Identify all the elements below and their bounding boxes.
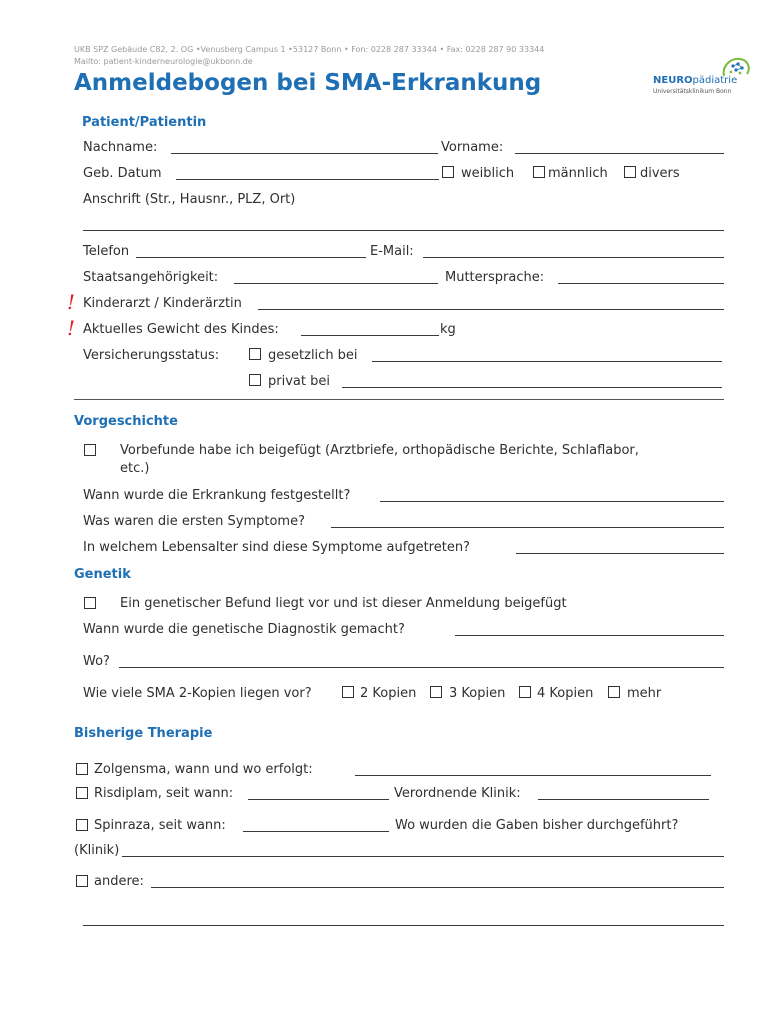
field-verordnende-klinik[interactable] bbox=[538, 799, 709, 800]
checkbox-mehr[interactable] bbox=[608, 686, 620, 698]
section-therapie-heading: Bisherige Therapie bbox=[74, 726, 213, 741]
field-telefon[interactable] bbox=[136, 257, 366, 258]
label-andere: andere: bbox=[94, 874, 144, 889]
label-vorbefunde-line1: Vorbefunde habe ich beigefügt (Arztbriefe, orthopädische Berichte, Schlaflabor, bbox=[120, 443, 639, 458]
label-klinik: (Klinik) bbox=[74, 843, 120, 858]
logo bbox=[650, 56, 755, 100]
label-nachname: Nachname: bbox=[83, 140, 158, 155]
label-muttersprache: Muttersprache: bbox=[445, 270, 545, 285]
label-privat: privat bei bbox=[268, 374, 330, 389]
checkbox-2-kopien[interactable] bbox=[342, 686, 354, 698]
field-nachname[interactable] bbox=[171, 153, 438, 154]
field-gewicht[interactable] bbox=[301, 335, 439, 336]
checkbox-vorbefunde[interactable] bbox=[84, 444, 96, 456]
label-versicherung: Versicherungsstatus: bbox=[83, 348, 220, 363]
field-kinderarzt[interactable] bbox=[258, 309, 724, 310]
logo-wordmark bbox=[653, 75, 737, 86]
label-kopien-frage: Wie viele SMA 2-Kopien liegen vor? bbox=[83, 686, 312, 701]
label-gewicht: Aktuelles Gewicht des Kindes: bbox=[83, 322, 279, 337]
field-muttersprache[interactable] bbox=[558, 283, 724, 284]
page-title: Anmeldebogen bei SMA-Erkrankung bbox=[74, 70, 542, 96]
label-festgestellt: Wann wurde die Erkrankung festgestellt? bbox=[83, 488, 351, 503]
checkbox-maennlich[interactable] bbox=[533, 166, 545, 178]
label-3-kopien: 3 Kopien bbox=[449, 686, 506, 701]
field-symptome[interactable] bbox=[331, 527, 724, 528]
field-diagnostik[interactable] bbox=[455, 635, 724, 636]
section-patient-heading: Patient/Patientin bbox=[82, 115, 207, 130]
label-symptome: Was waren die ersten Symptome? bbox=[83, 514, 305, 529]
section-divider bbox=[74, 399, 724, 400]
checkbox-gesetzlich[interactable] bbox=[249, 348, 261, 360]
checkbox-zolgensma[interactable] bbox=[76, 763, 88, 775]
field-gesetzlich[interactable] bbox=[372, 361, 722, 362]
label-gaben: Wo wurden die Gaben bisher durchgeführt? bbox=[395, 818, 679, 833]
field-anschrift[interactable] bbox=[83, 230, 724, 231]
field-risdiplam[interactable] bbox=[248, 799, 389, 800]
checkbox-andere[interactable] bbox=[76, 875, 88, 887]
label-email: E-Mail: bbox=[370, 244, 414, 259]
header-address: UKB SPZ Gebäude C82, 2. OG •Venusberg Campus 1 •53127 Bonn • Fon: 0228 287 33344 • Fax: 0228 287 90 33344 bbox=[74, 45, 545, 54]
checkbox-4-kopien[interactable] bbox=[519, 686, 531, 698]
checkbox-divers[interactable] bbox=[624, 166, 636, 178]
label-weiblich: weiblich bbox=[461, 166, 515, 181]
label-anschrift: Anschrift (Str., Hausnr., PLZ, Ort) bbox=[83, 192, 296, 207]
label-maennlich: männlich bbox=[548, 166, 608, 181]
field-geb-datum[interactable] bbox=[176, 179, 439, 180]
checkbox-3-kopien[interactable] bbox=[430, 686, 442, 698]
field-email[interactable] bbox=[423, 257, 724, 258]
label-divers: divers bbox=[640, 166, 680, 181]
logo-word-bold: NEURO bbox=[653, 75, 693, 86]
label-lebensalter: In welchem Lebensalter sind diese Symptome aufgetreten? bbox=[83, 540, 470, 555]
label-staatsangehoerigkeit: Staatsangehörigkeit: bbox=[83, 270, 219, 285]
checkbox-genetischer-befund[interactable] bbox=[84, 597, 96, 609]
section-vorgeschichte-heading: Vorgeschichte bbox=[74, 414, 178, 429]
field-staatsangehoerigkeit[interactable] bbox=[234, 283, 438, 284]
exclamation-icon: ! bbox=[67, 316, 76, 340]
label-zolgensma: Zolgensma, wann und wo erfolgt: bbox=[94, 762, 313, 777]
label-telefon: Telefon bbox=[83, 244, 130, 259]
field-lebensalter[interactable] bbox=[516, 553, 724, 554]
field-andere[interactable] bbox=[151, 887, 724, 888]
logo-subtitle: Universitätsklinikum Bonn bbox=[653, 88, 732, 95]
label-spinraza: Spinraza, seit wann: bbox=[94, 818, 226, 833]
field-vorname[interactable] bbox=[515, 153, 724, 154]
field-andere-extra-line[interactable] bbox=[83, 925, 724, 926]
label-mehr: mehr bbox=[627, 686, 662, 701]
field-wo[interactable] bbox=[119, 667, 724, 668]
exclamation-icon: ! bbox=[67, 290, 76, 314]
label-genetischer-befund: Ein genetischer Befund liegt vor und ist dieser Anmeldung beigefügt bbox=[120, 596, 567, 611]
checkbox-risdiplam[interactable] bbox=[76, 787, 88, 799]
label-vorname: Vorname: bbox=[441, 140, 504, 155]
label-wo: Wo? bbox=[83, 654, 110, 669]
label-verordnende-klinik: Verordnende Klinik: bbox=[394, 786, 521, 801]
section-genetik-heading: Genetik bbox=[74, 567, 131, 582]
header-mail[interactable]: Mailto: patient-kinderneurologie@ukbonn.de bbox=[74, 57, 253, 66]
field-zolgensma[interactable] bbox=[355, 775, 711, 776]
label-vorbefunde-line2: etc.) bbox=[120, 461, 150, 476]
field-spinraza[interactable] bbox=[243, 831, 389, 832]
label-kinderarzt: Kinderarzt / Kinderärztin bbox=[83, 296, 242, 311]
field-privat[interactable] bbox=[342, 387, 722, 388]
checkbox-spinraza[interactable] bbox=[76, 819, 88, 831]
checkbox-weiblich[interactable] bbox=[442, 166, 454, 178]
logo-word-light: pädiatrie bbox=[692, 75, 738, 86]
label-geb-datum: Geb. Datum bbox=[83, 166, 162, 181]
label-risdiplam: Risdiplam, seit wann: bbox=[94, 786, 234, 801]
label-gesetzlich: gesetzlich bei bbox=[268, 348, 358, 363]
label-diagnostik: Wann wurde die genetische Diagnostik gemacht? bbox=[83, 622, 405, 637]
label-kg: kg bbox=[440, 322, 456, 337]
label-4-kopien: 4 Kopien bbox=[537, 686, 594, 701]
field-festgestellt[interactable] bbox=[380, 501, 724, 502]
checkbox-privat[interactable] bbox=[249, 374, 261, 386]
label-2-kopien: 2 Kopien bbox=[360, 686, 417, 701]
field-klinik[interactable] bbox=[122, 856, 724, 857]
